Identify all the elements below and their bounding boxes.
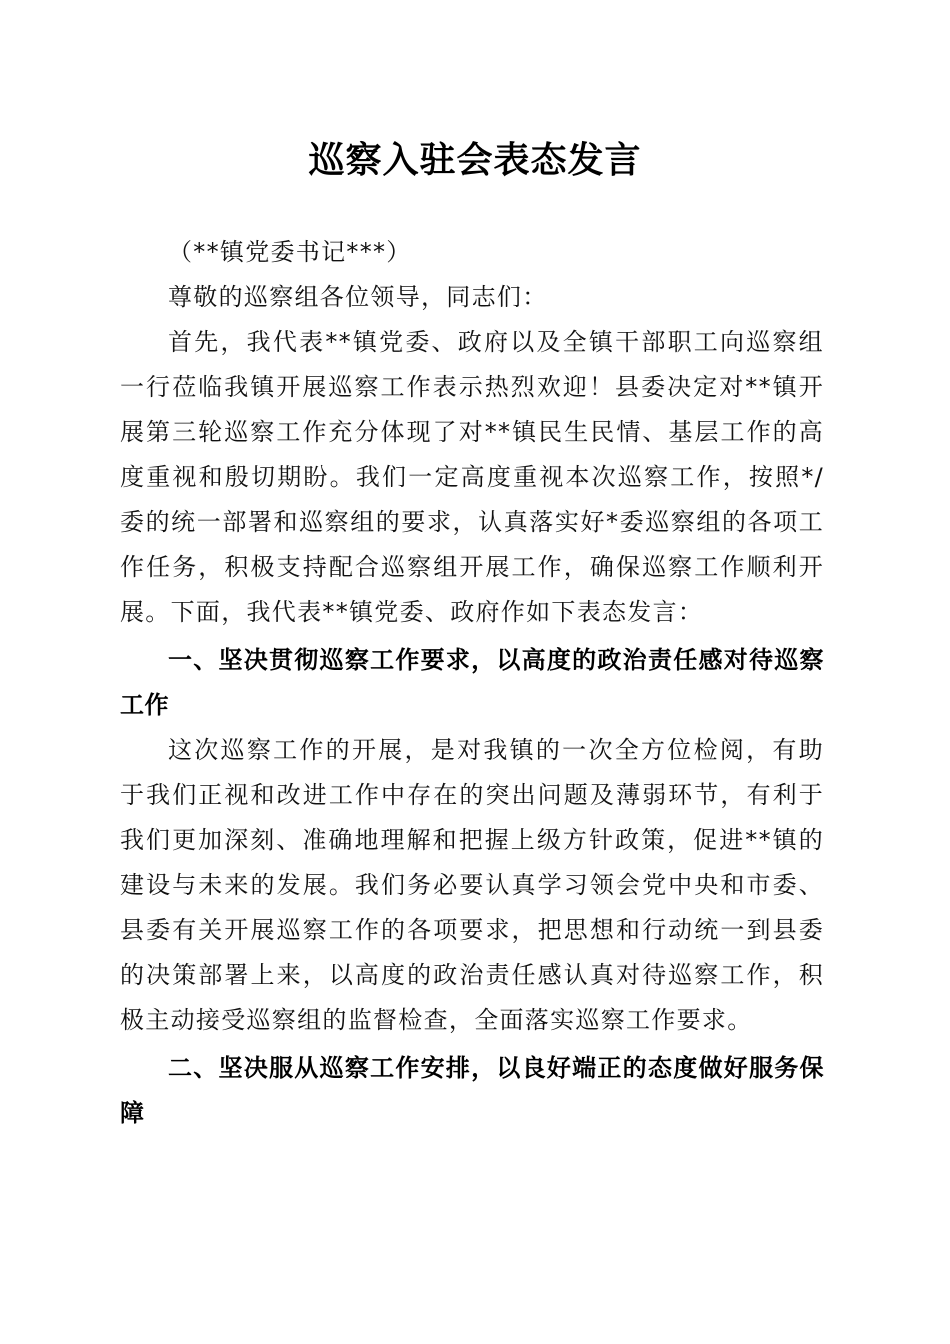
- section-1-paragraph: 这次巡察工作的开展，是对我镇的一次全方位检阅，有助于我们正视和改进工作中存在的突出问题及薄弱环节，有利于我们更加深刻、准确地理解和把握上级方针政策，促进**镇的建设与未来的发展。我们务必要认真学习领会党中央和市委、县委有关开展巡察工作的各项要求，把思想和行动统一到县委的决策部署上来，以高度的政治责任感认真对待巡察工作，积极主动接受巡察组的监督检查，全面落实巡察工作要求。: [120, 736, 824, 1034]
- intro-paragraph: 首先，我代表**镇党委、政府以及全镇干部职工向巡察组一行莅临我镇开展巡察工作表示热烈欢迎！县委决定对**镇开展第三轮巡察工作充分体现了对**镇民生民情、基层工作的高度重视和殷切期盼。我们一定高度重视本次巡察工作，按照*/委的统一部署和巡察组的要求，认真落实好*委巡察组的各项工作任务，积极支持配合巡察组开展工作，确保巡察工作顺利开展。下面，我代表**镇党委、政府作如下表态发言：: [120, 328, 824, 626]
- document-title: 巡察入驻会表态发言: [308, 139, 642, 181]
- document-body: [120, 230, 824, 1136]
- salutation: 尊敬的巡察组各位领导，同志们：: [168, 283, 548, 311]
- byline: （**镇党委书记***）: [168, 238, 412, 266]
- section-heading-2: 二、坚决服从巡察工作安排，以良好端正的态度做好服务保障: [120, 1054, 824, 1127]
- section-heading-1: 一、坚决贯彻巡察工作要求，以高度的政治责任感对待巡察工作: [120, 646, 824, 719]
